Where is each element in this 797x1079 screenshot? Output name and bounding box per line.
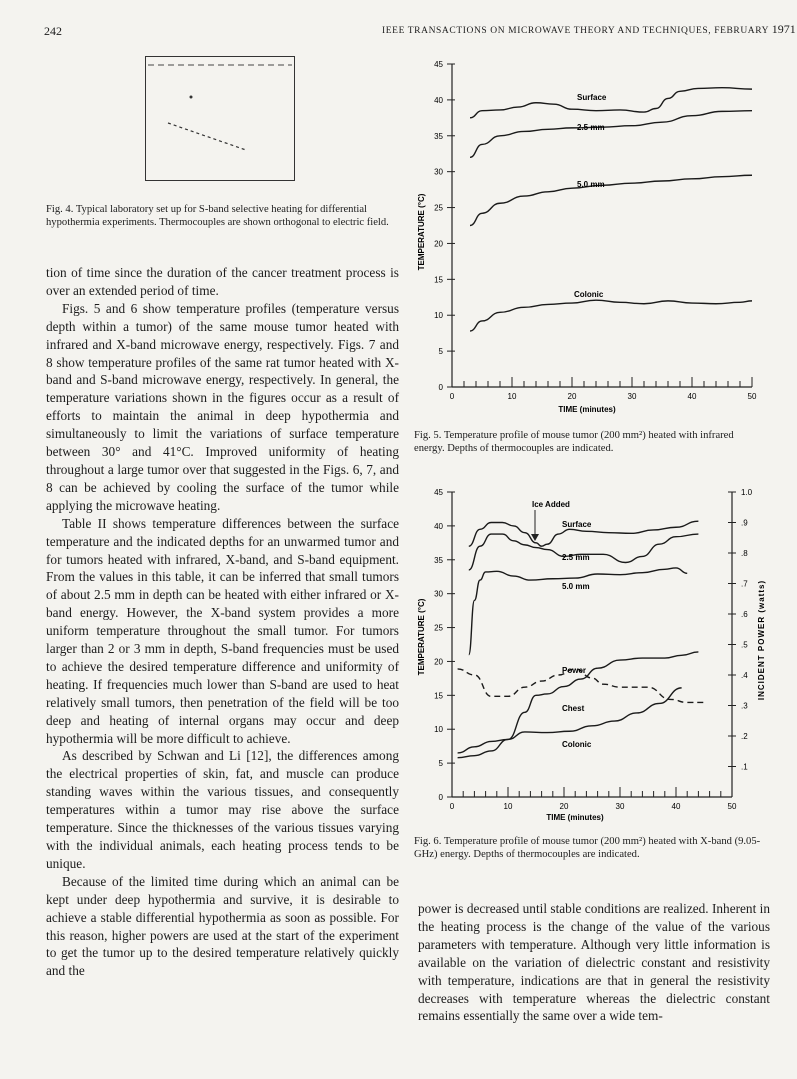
y2-tick-label: .7 (741, 579, 748, 589)
series-label: Power (562, 666, 587, 675)
series-line-2-5-mm (469, 534, 699, 570)
journal-title: IEEE TRANSACTIONS ON MICROWAVE THEORY AND TECHNIQUES, FEBRUARY (382, 26, 769, 36)
fig6-y2label: INCIDENT POWER (watts) (757, 579, 766, 701)
y-tick-label: 10 (434, 311, 443, 321)
y-tick-label: 25 (434, 203, 443, 213)
y-tick-label: 35 (434, 131, 443, 141)
y-tick-label: 30 (434, 589, 443, 599)
x-tick-label: 10 (507, 392, 517, 401)
series-label: Colonic (562, 740, 592, 749)
y-tick-label: 35 (434, 555, 443, 565)
x-tick-label: 0 (449, 392, 455, 401)
paragraph: tion of time since the duration of the cancer treatment process is over an extended period of time. (46, 265, 399, 298)
x-tick-label: 50 (747, 392, 757, 401)
paragraph: As described by Schwan and Li [12], the differences among the electrical properties of skin, fat, and muscle can produce standing waves within the various tissues, and consequently temperatures within a tumor may rise above the surface temperature. Since the thicknesses of the various tissues varying with the individual animals, each heating process tends to be unique. (46, 748, 399, 871)
y2-tick-label: .9 (741, 518, 748, 528)
y2-tick-label: .1 (741, 762, 748, 772)
series-line-colonic (470, 300, 752, 331)
fig6-ylabel: TEMPERATURE (°C) (417, 598, 426, 676)
x-tick-label: 0 (449, 802, 455, 811)
fig4-thermocouple-line (168, 123, 246, 150)
fig5-chart (412, 52, 772, 417)
fig4-photo (145, 56, 295, 181)
fig6-xlabel: TIME (minutes) (546, 813, 604, 822)
series-label: Surface (577, 93, 607, 102)
series-line-5-0-mm (470, 175, 752, 225)
series-label: 2.5 mm (562, 553, 590, 562)
page-number: 242 (44, 24, 62, 38)
x-tick-label: 30 (627, 392, 637, 401)
y2-tick-label: .3 (741, 701, 748, 711)
series-label: Chest (562, 704, 585, 713)
series-label: Surface (562, 520, 592, 529)
fig4-sketch (146, 57, 294, 180)
x-tick-label: 40 (687, 392, 697, 401)
y-tick-label: 20 (434, 239, 443, 249)
x-tick-label: 30 (615, 802, 625, 811)
series-label: 5.0 mm (562, 582, 590, 591)
y-tick-label: 45 (434, 60, 443, 69)
fig4-caption: Fig. 4. Typical laboratory set up for S-band selective heating for differential hypothermia experiments. Thermocouples are shown orthogonal to electric field. (46, 204, 389, 228)
fig5-ylabel: TEMPERATURE (°C) (417, 193, 426, 271)
x-tick-label: 20 (567, 392, 577, 401)
series-label: 2.5 mm (577, 123, 605, 132)
y-tick-label: 5 (438, 759, 443, 769)
fig6-annotation-ice: Ice Added (532, 500, 570, 509)
y-tick-label: 0 (438, 383, 443, 392)
series-line-5-0-mm (469, 568, 687, 655)
running-head (382, 22, 796, 37)
y2-tick-label: .6 (741, 610, 748, 619)
right-column (418, 900, 770, 1025)
y-tick-label: 40 (434, 95, 443, 105)
fig5-xlabel: TIME (minutes) (558, 405, 616, 414)
x-tick-label: 50 (727, 802, 737, 811)
y-tick-label: 15 (434, 275, 443, 285)
x-tick-label: 40 (671, 802, 681, 811)
y2-tick-label: .8 (741, 549, 748, 558)
fig5-caption: Fig. 5. Temperature profile of mouse tumor (200 mm²) heated with infrared energy. Depths of thermocouples are indicated. (414, 430, 734, 454)
y-tick-label: 0 (438, 793, 443, 802)
series-label: Colonic (574, 290, 604, 299)
fig6-chart (412, 482, 787, 822)
y-tick-label: 15 (434, 691, 443, 701)
y2-tick-label: 1.0 (741, 488, 753, 497)
paragraph: Figs. 5 and 6 show temperature profiles (temperature versus depth within a tumor) of the same mouse tumor heated with infrared and X-band microwave energy, respectively. Figs. 7 and 8 show temperature profiles of the same rat tumor heated with X-band and S-band microwave energy, respectively. In general, the temperature variations shown in the figures occur as a result of efforts to maintain the animal in deep hypothermia and simultaneously to limit the variations of surface temperature between 30° and 41°C. Improved uniformity of heating throughout a large tumor over that suggested in the Figs. 6, 7, and 8 can be achieved by cooling the surface of the tumor while applying the microwave heating. (46, 300, 399, 513)
fig4-dot (190, 96, 193, 99)
x-tick-label: 10 (503, 802, 513, 811)
paragraph: power is decreased until stable conditions are realized. Inherent in the heating process is the change of the value of the various parameters with temperature. Although very little information is available on the variation of dielectric constant and resistivity with temperature, indications are that in general the resistivity decreases with temperature whereas the dielectric constant remains essentially the same over a wide tem- (418, 901, 770, 1024)
paragraph: Table II shows temperature differences between the surface temperature and the indicated depths for an unwarmed tumor and for tumors heated with infrared, X-band, and S-band equipment. From the values in this table, it can be inferred that small tumors of about 2.5 mm in depth can be heated with either infrared or X-band energy. However, the X-band system provides a more uniform temperature throughout the small tumor. For tumors larger than 2 or 3 mm in depth, S-band frequencies must be used to achieve the desired temperature difference and uniformity of heating. If frequencies much lower than S-band are used to heat relatively small tumors, then penetration of the field will be too deep and heating of internal organs may occur and deep hypothermia will be more difficult to achieve. (46, 515, 399, 746)
y-tick-label: 30 (434, 167, 443, 177)
fig6-caption: Fig. 6. Temperature profile of mouse tumor (200 mm²) heated with X-band (9.05-GHz) energy. Depths of thermocouples are indicated. (414, 836, 761, 860)
y-tick-label: 20 (434, 657, 443, 667)
y-tick-label: 45 (434, 488, 443, 497)
paragraph: Because of the limited time during which an animal can be kept under deep hypothermia and survive, it is desirable to achieve a stable differential hypothermia as soon as possible. For this reason, higher powers are used at the start of the experiment to get the tumor up to the desired temperature relatively quickly and the (46, 873, 399, 979)
y-tick-label: 25 (434, 623, 443, 633)
x-tick-label: 20 (559, 802, 569, 811)
y-tick-label: 5 (438, 347, 443, 357)
series-line-2-5-mm (470, 111, 752, 158)
y-tick-label: 40 (434, 521, 443, 531)
left-column (46, 264, 399, 980)
journal-year: 1971 (771, 22, 796, 36)
y2-tick-label: .5 (741, 640, 748, 650)
y2-tick-label: .2 (741, 732, 748, 741)
y2-tick-label: .4 (741, 671, 748, 680)
series-label: 5.0 mm (577, 180, 605, 189)
y-tick-label: 10 (434, 725, 443, 735)
